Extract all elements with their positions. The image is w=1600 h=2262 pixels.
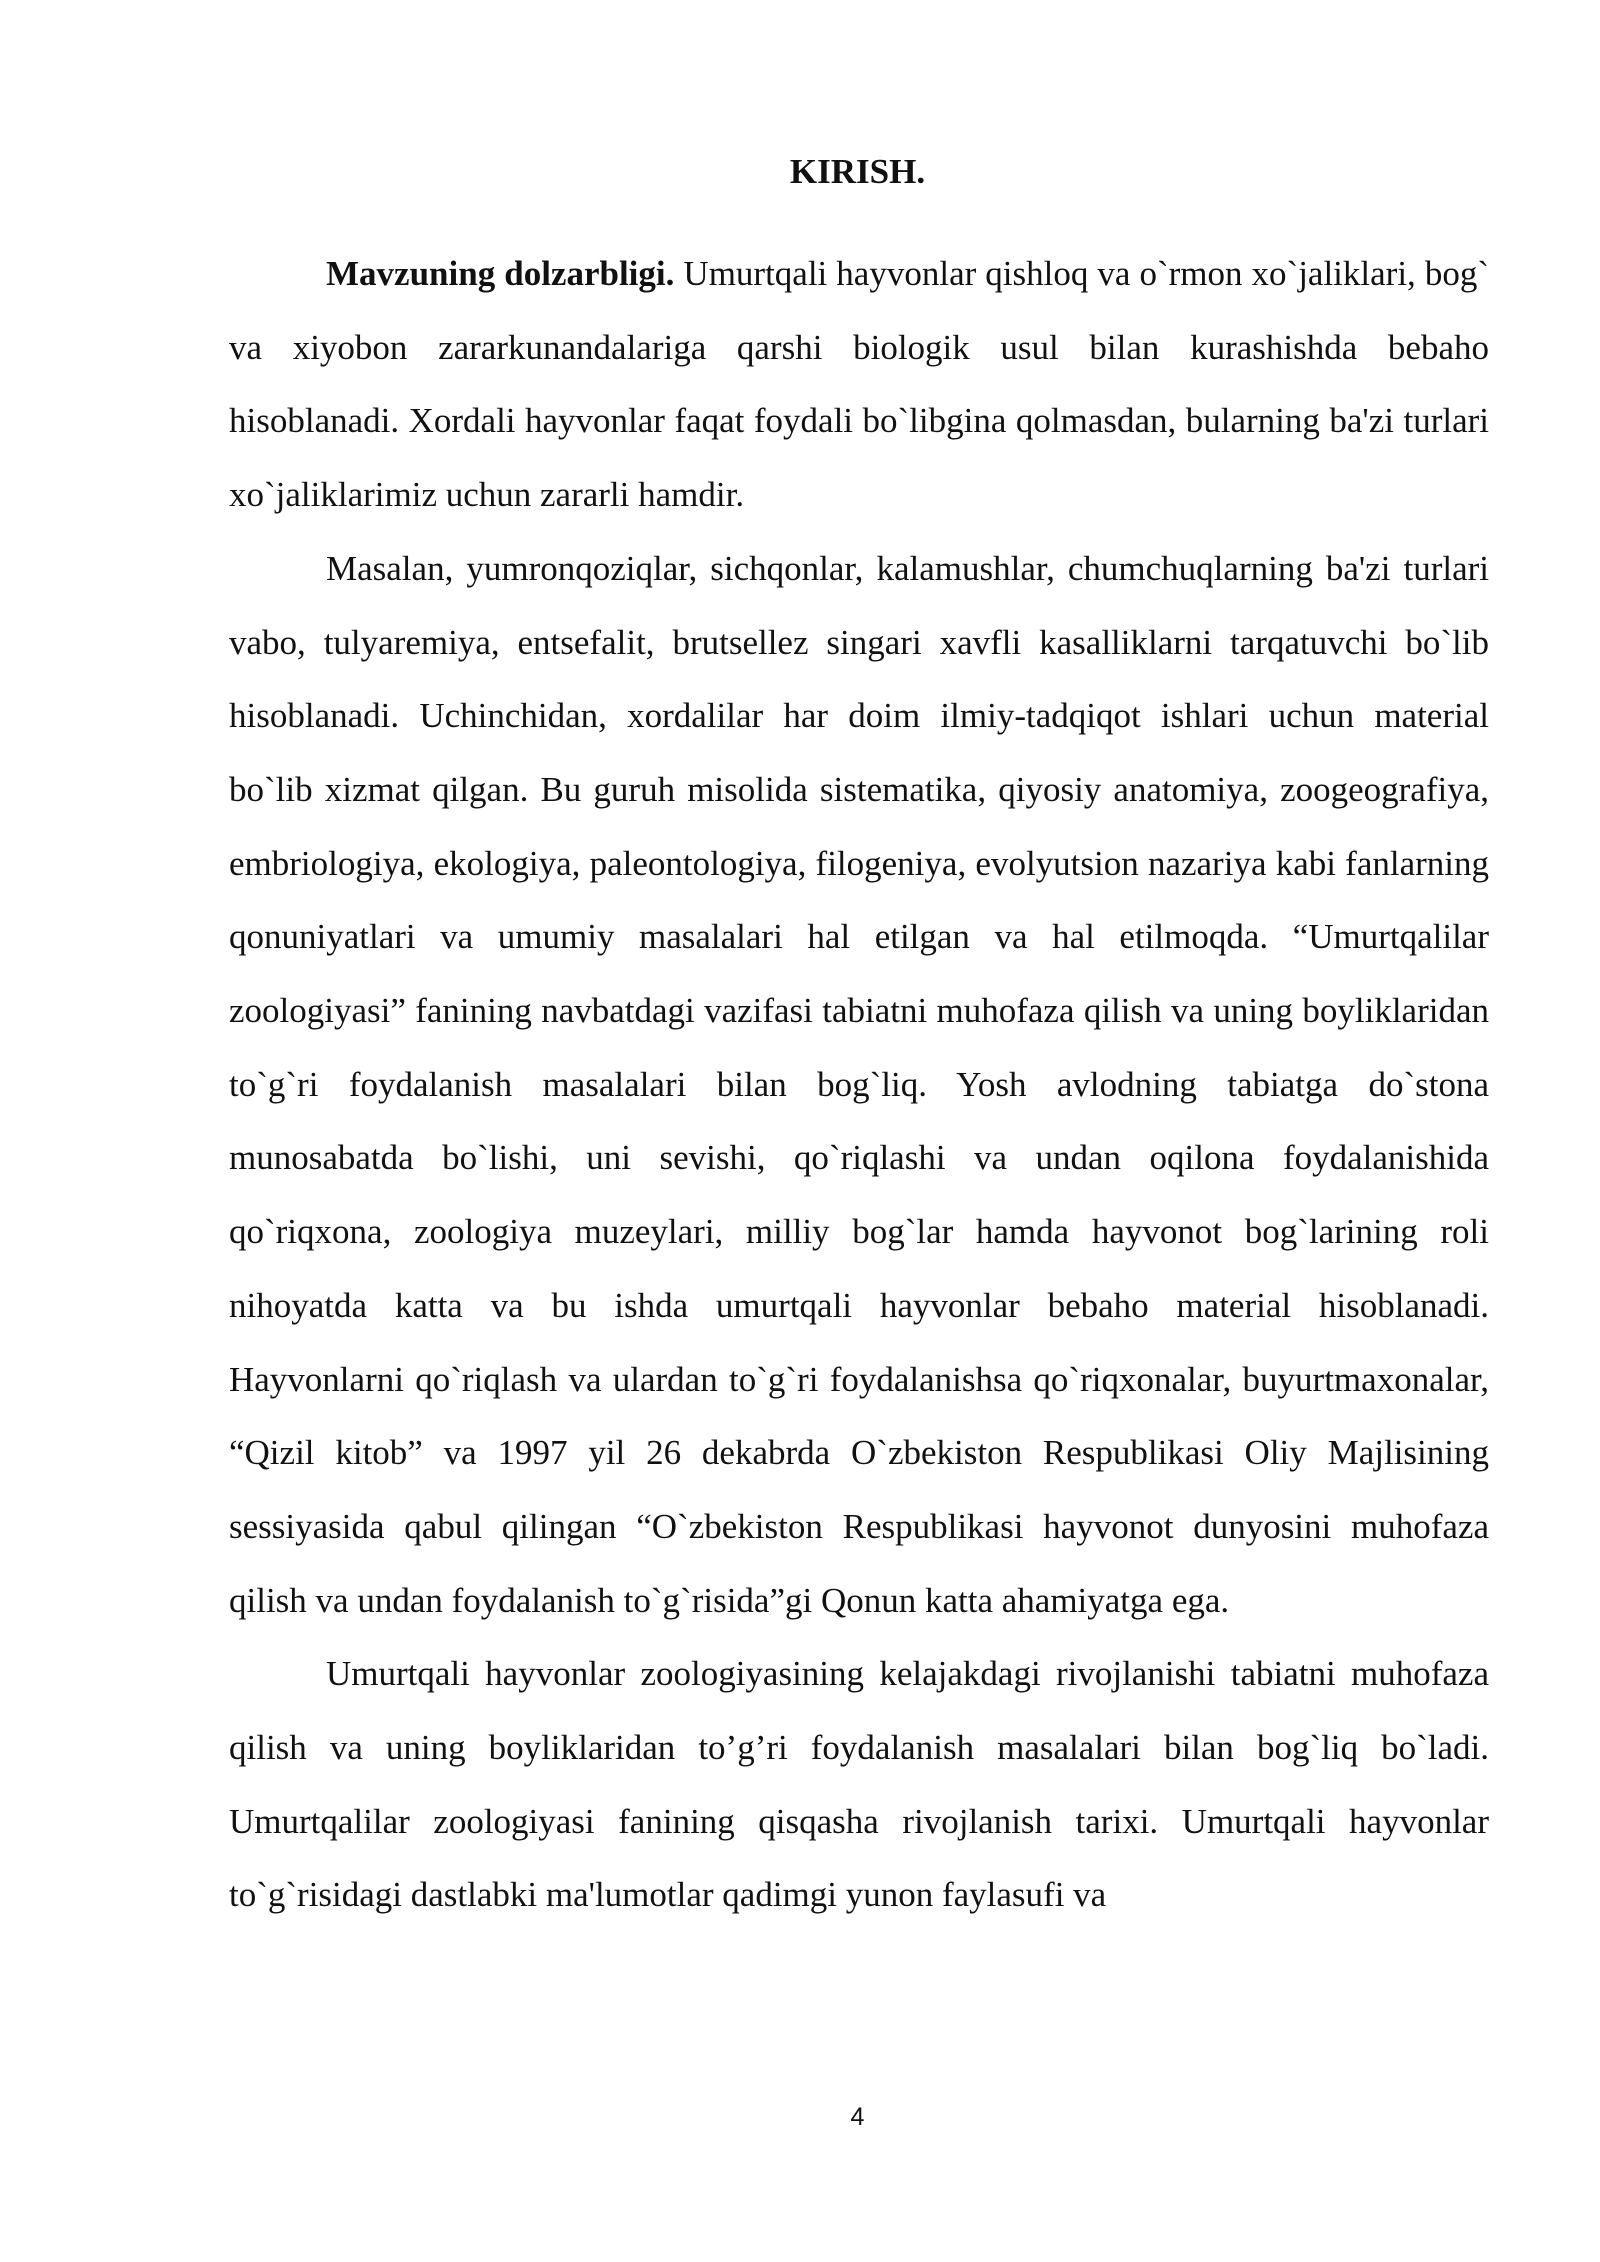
page-number: 4	[850, 2103, 865, 2131]
paragraph-lead: Mavzuning dolzarbligi.	[326, 254, 675, 293]
page-heading: KIRISH.	[789, 152, 926, 191]
paragraph-future: Umurtqali hayvonlar zoologiyasining kelajakdagi rivojlanishi tabiatni muhofaza qilish va uning boyliklaridan to’g’ri foydalanish masalalari bilan bog`liq bo`ladi. Umurtqalilar zoologiyasi fanining qisqasha rivojlanish tarixi. Umurtqali hayvonlar to`g`risidagi dastlabki ma'lumotlar qadimgi yunon faylasufi va	[229, 1654, 1489, 1915]
paragraph-text: Umurtqali hayvonlar qishloq va o`rmon xo`jaliklari, bog` va xiyobon zararkunandalariga qarshi biologik usul bilan kurashishda bebaho hisoblanadi. Xordali hayvonlar faqat foydali bo`libgina qolmasdan, bularning ba'zi turlari xo`jaliklarimiz uchun zararli hamdir.	[229, 254, 1489, 515]
body-text	[229, 237, 1489, 1932]
paragraph-examples: Masalan, yumronqoziqlar, sichqonlar, kalamushlar, chumchuqlarning ba'zi turlari vabo, tulyaremiya, entsefalit, brutsellez singari xavfli kasalliklarni tarqatuvchi bo`lib hisoblanadi. Uchinchidan, xordalilar har doim ilmiy-tadqiqot ishlari uchun material bo`lib xizmat qilgan. Bu guruh misolida sistematika, qiyosiy anatomiya, zoogeografiya, embriologiya, ekologiya, paleontologiya, filogeniya, evolyutsion nazariya kabi fanlarning qonuniyatlari va umumiy masalalari hal etilgan va hal etilmoqda. “Umurtqalilar zoologiyasi” fanining navbatdagi vazifasi tabiatni muhofaza qilish va uning boyliklaridan to`g`ri foydalanish masalalari bilan bog`liq. Yosh avlodning tabiatga do`stona munosabatda bo`lishi, uni sevishi, qo`riqlashi va undan oqilona foydalanishida qo`riqxona, zoologiya muzeylari, milliy bog`lar hamda hayvonot bog`larining roli nihoyatda katta va bu ishda umurtqali hayvonlar bebaho material hisoblanadi. Hayvonlarni qo`riqlash va ulardan to`g`ri foydalanishsa qo`riqxonalar, buyurtmaxonalar, “Qizil kitob” va 1997 yil 26 dekabrda O`zbekiston Respublikasi Oliy Majlisining sessiyasida qabul qilingan “O`zbekiston Respublikasi hayvonot dunyosini muhofaza qilish va undan foydalanish to`g`risida”gi Qonun katta ahamiyatga ega.	[229, 548, 1489, 1620]
paragraph-relevance	[229, 237, 1489, 532]
